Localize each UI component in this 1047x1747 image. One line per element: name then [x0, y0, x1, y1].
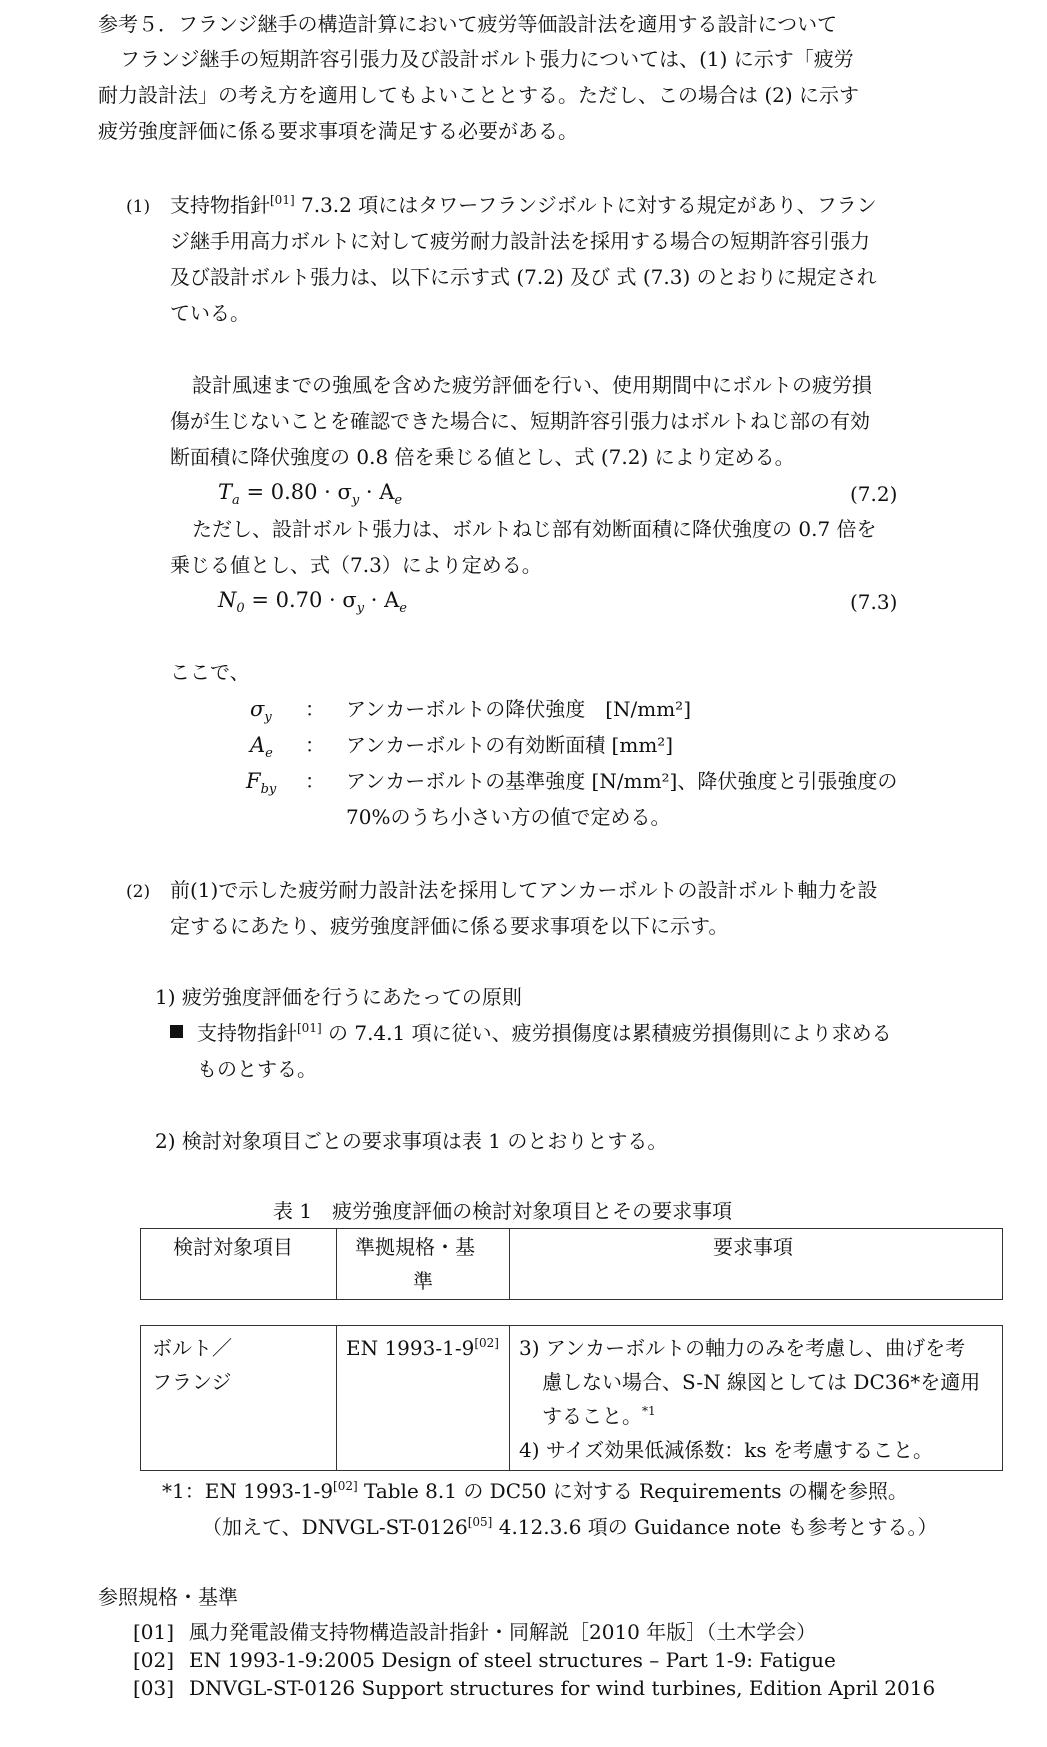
def-symbol: [246, 769, 277, 798]
def-sym-main: σ: [250, 697, 265, 721]
eq-lhs: T: [218, 480, 233, 504]
sub-heading: 1) 疲労強度評価を行うにあたっての原則: [155, 985, 522, 1009]
note-post: Table 8.1 の DC50 に対する Requirements の欄を参照。: [357, 1479, 908, 1503]
note-marker: *1: [642, 1404, 656, 1418]
s1-line-post: 7.3.2 項にはタワーフランジボルトに対する規定があり、フラン: [301, 193, 877, 217]
table-divider: [509, 1229, 510, 1299]
reference-text: EN 1993-1-9:2005 Design of steel structures – Part 1-9: Fatigue: [189, 1648, 836, 1672]
header-requirements: 要求事項: [713, 1235, 793, 1259]
def-symbol: [250, 697, 272, 726]
table-divider: [509, 1326, 510, 1470]
def-sym-main: F: [246, 769, 261, 793]
ref-marker: [02]: [474, 1336, 499, 1350]
reference-id: [03]: [133, 1676, 175, 1700]
table-divider: [336, 1326, 337, 1470]
row-requirement: [542, 1404, 656, 1428]
eq-lhs: N: [218, 588, 237, 612]
table-note: [202, 1515, 938, 1539]
s1-line-pre: 支持物指針: [170, 193, 270, 217]
s1-line: ている。: [170, 301, 250, 325]
s1-para: ただし、設計ボルト張力は、ボルトねじ部有効断面積に降伏強度の 0.7 倍を: [192, 517, 877, 541]
sub-heading: 2) 検討対象項目ごとの要求事項は表 1 のとおりとする。: [155, 1129, 668, 1153]
header-standard-cont: 準: [413, 1269, 433, 1293]
ref-marker: [01]: [270, 193, 295, 207]
intro-line: 耐力設計法」の考え方を適用してもよいこととする。ただし、この場合は (2) に示す: [98, 83, 860, 107]
def-text: アンカーボルトの降伏強度 [N/mm²]: [346, 697, 691, 721]
row-requirement: 3) アンカーボルトの軸力のみを考慮し、曲げを考: [519, 1336, 966, 1360]
table-caption: 表 1 疲労強度評価の検討対象項目とその要求事項: [273, 1199, 733, 1223]
intro-line: フランジ継手の短期許容引張力及び設計ボルト張力については、(1) に示す「疲労: [120, 47, 854, 71]
row-requirement: 慮しない場合、S-N 線図としては DC36*を適用: [542, 1370, 981, 1394]
eq-dot: · A: [364, 588, 400, 612]
def-colon: ：: [305, 769, 325, 793]
s1-line: ジ継手用高力ボルトに対して疲労耐力設計法を採用する場合の短期許容引張力: [170, 229, 870, 253]
ref-marker: [02]: [333, 1479, 358, 1493]
table-header: [140, 1228, 1003, 1300]
reference-id: [02]: [133, 1648, 175, 1672]
s1-para: 断面積に降伏強度の 0.8 倍を乗じる値とし、式 (7.2) により定める。: [170, 445, 795, 469]
row-item: フランジ: [152, 1370, 232, 1394]
def-colon: ：: [305, 697, 325, 721]
eq-sub: y: [356, 601, 365, 617]
reference-text: DNVGL-ST-0126 Support structures for wind turbines, Edition April 2016: [189, 1676, 936, 1700]
def-sym-sub: e: [265, 746, 273, 762]
eq-lhs-sub: a: [232, 493, 240, 509]
row-item: ボルト／: [152, 1336, 232, 1360]
section-title: 参考５．フランジ継手の構造計算において疲労等価設計法を適用する設計について: [98, 12, 838, 36]
def-sym-main: A: [250, 733, 266, 757]
equation-7-2: [218, 480, 403, 509]
table-row: [140, 1325, 1003, 1471]
note-pre: *1：EN 1993-1-9: [162, 1479, 334, 1503]
s1-line: [170, 193, 877, 217]
eq-sub: y: [351, 493, 360, 509]
s2-line: 定するにあたり、疲労強度評価に係る要求事項を以下に示す。: [170, 914, 729, 938]
s2-line: 前(1)で示した疲労耐力設計法を採用してアンカーボルトの設計ボルト軸力を設: [170, 878, 878, 902]
note-pre: （加えて、DNVGL-ST-0126: [202, 1515, 468, 1539]
here-label: ここで、: [170, 660, 250, 684]
row-req-text: すること。: [542, 1404, 642, 1428]
equation-number: (7.3): [850, 590, 898, 614]
eq-sub: e: [399, 601, 407, 617]
item-number: (1): [126, 197, 151, 217]
eq-dot: · A: [359, 480, 395, 504]
equation-7-3: [218, 588, 407, 617]
eq-lhs-sub: 0: [236, 601, 245, 617]
ref-marker: [01]: [297, 1021, 322, 1035]
header-item: 検討対象項目: [173, 1235, 293, 1259]
row-standard-text: EN 1993-1-9: [346, 1336, 475, 1360]
def-symbol: [250, 733, 273, 762]
equation-number: (7.2): [850, 482, 898, 506]
s1-para: 乗じる値とし、式（7.3）により定める。: [170, 553, 542, 577]
references-title: 参照規格・基準: [98, 1585, 238, 1609]
def-sym-sub: y: [264, 710, 272, 726]
item-number: (2): [126, 882, 151, 902]
eq-rhs: = 0.80 · σ: [246, 480, 352, 504]
row-requirement: 4) サイズ効果低減係数：ks を考慮すること。: [519, 1438, 934, 1462]
def-colon: ：: [305, 733, 325, 757]
s1-para: 傷が生じないことを確認できた場合に、短期許容引張力はボルトねじ部の有効: [170, 409, 870, 433]
bullet-post: の 7.4.1 項に従い、疲労損傷度は累積疲労損傷則により求める: [321, 1021, 892, 1045]
eq-rhs: = 0.70 · σ: [251, 588, 357, 612]
def-text: アンカーボルトの有効断面積 [mm²]: [346, 733, 674, 757]
ref-marker: [05]: [467, 1515, 493, 1529]
intro-line: 疲労強度評価に係る要求事項を満足する必要がある。: [98, 119, 578, 143]
def-text: アンカーボルトの基準強度 [N/mm²]、降伏強度と引張強度の: [346, 769, 898, 793]
table-note: [162, 1479, 908, 1503]
table-divider: [336, 1229, 337, 1299]
eq-sub: e: [394, 493, 403, 509]
reference-text: 風力発電設備支持物構造設計指針・同解説［2010 年版］（土木学会）: [189, 1620, 817, 1644]
def-text-cont: 70%のうち小さい方の値で定める。: [346, 805, 671, 829]
row-standard: [346, 1336, 499, 1360]
s1-line: 及び設計ボルト張力は、以下に示す式 (7.2) 及び 式 (7.3) のとおりに規定され: [170, 265, 877, 289]
bullet-item: [170, 1021, 892, 1045]
s1-para: 設計風速までの強風を含めた疲労評価を行い、使用期間中にボルトの疲労損: [192, 373, 872, 397]
bullet-pre: 支持物指針: [197, 1021, 297, 1045]
note-post: 4.12.3.6 項の Guidance note も参考とする。）: [492, 1515, 938, 1539]
bullet-square-icon: [170, 1025, 183, 1038]
reference-id: [01]: [133, 1620, 175, 1644]
def-sym-sub: by: [260, 782, 277, 798]
header-standard: 準拠規格・基: [355, 1235, 475, 1259]
bullet-cont: ものとする。: [197, 1057, 317, 1081]
